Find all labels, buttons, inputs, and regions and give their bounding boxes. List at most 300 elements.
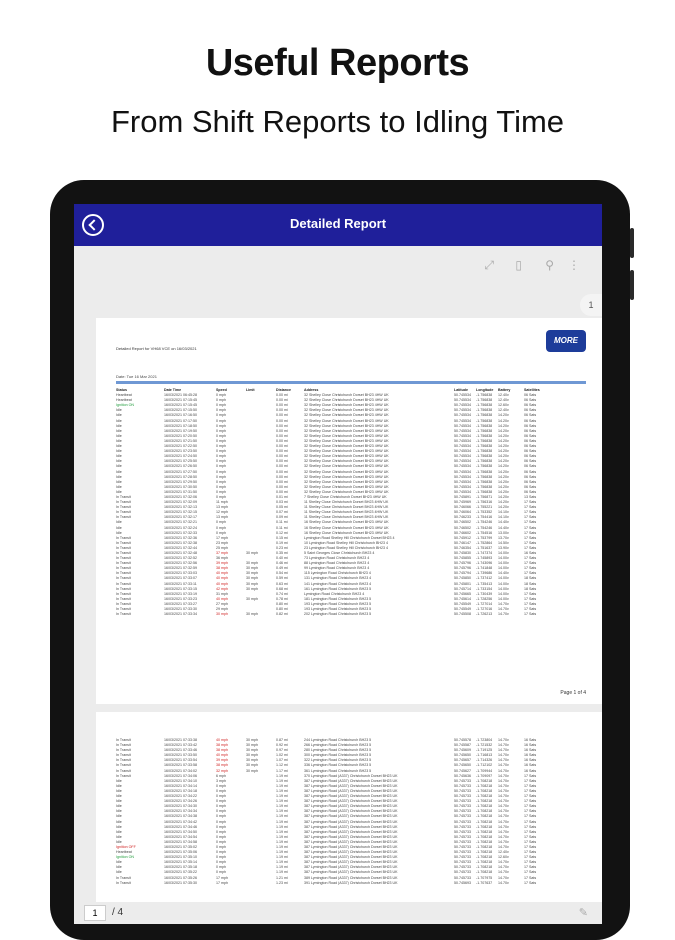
table-cell: 06 Sats <box>524 474 537 479</box>
table-cell: -1.709097 <box>476 773 493 778</box>
table-cell: 14.70v <box>498 783 509 788</box>
table-cell: 06 Sats <box>524 489 537 494</box>
table-cell: Idle <box>116 870 122 875</box>
table-cell: 14.00v <box>498 581 509 586</box>
table-cell: -1.756838 <box>476 489 493 494</box>
table-cell: 12.40v <box>498 408 509 413</box>
table-cell: 50.745733 <box>454 778 471 783</box>
table-cell: 0 mph <box>216 438 226 443</box>
table-cell: 11 mph <box>216 500 228 505</box>
table-cell: 16/03/2021 07:33:58 <box>164 763 197 768</box>
table-cell: 0 mph <box>216 474 226 479</box>
table-cell: 0.00 mi <box>276 479 288 484</box>
table-cell: 266 Lymington Road Christchurch BH23 5 <box>304 743 372 748</box>
search-icon[interactable]: ⚲ <box>545 258 554 272</box>
table-cell: 16/03/2021 07:35:02 <box>164 844 197 849</box>
table-cell: -1.735413 <box>476 581 493 586</box>
table-cell: 06 Sats <box>524 428 537 433</box>
table-cell: 17 Sats <box>524 561 537 566</box>
table-cell: 1.19 mi <box>276 783 288 788</box>
table-cell: 29 mph <box>216 607 228 612</box>
table-cell: 06 Sats <box>524 438 537 443</box>
table-cell: 16/03/2021 07:28:50 <box>164 474 197 479</box>
table-cell: -1.708218 <box>476 865 493 870</box>
table-cell: 50.745534 <box>454 403 471 408</box>
table-cell: 16/03/2021 07:23:50 <box>164 449 197 454</box>
table-cell: 06 Sats <box>524 449 537 454</box>
table-cell: 14.40v <box>498 525 509 530</box>
table-cell: Idle <box>116 839 122 844</box>
table-cell: 0 mph <box>216 824 226 829</box>
table-cell: Idle <box>116 444 122 449</box>
table-cell: 1.21 mi <box>276 875 288 880</box>
table-cell: 16/03/2021 07:29:50 <box>164 479 197 484</box>
table-cell: 0 mph <box>216 865 226 870</box>
table-cell: 0 mph <box>216 809 226 814</box>
table-cell: 14.70v <box>498 860 509 865</box>
table-cell: 14.70v <box>498 612 509 617</box>
table-cell: 16/03/2021 07:35:06 <box>164 850 197 855</box>
table-cell: 17 Sats <box>524 591 537 596</box>
table-cell: Lymington Road Shelley Hill Christchurch Dorset BH23 4 <box>304 535 395 540</box>
table-cell: 50.745733 <box>454 788 471 793</box>
table-row <box>116 881 586 886</box>
total-pages: / 4 <box>112 907 124 918</box>
table-cell: -1.727014 <box>476 601 493 606</box>
pdf-toolbar <box>74 246 602 286</box>
table-cell: 16/03/2021 07:15:45 <box>164 398 197 403</box>
table-cell: Idle <box>116 860 122 865</box>
table-cell: 50.745534 <box>454 469 471 474</box>
table-cell: -1.756838 <box>476 464 493 469</box>
table-cell: 115 Lymington Road Christchurch BH23 4 <box>304 571 371 576</box>
table-cell: In Transit <box>116 576 131 581</box>
table-cell: 16/03/2021 07:33:34 <box>164 612 197 617</box>
table-cell: Idle <box>116 799 122 804</box>
table-cell: 14.70v <box>498 834 509 839</box>
table-cell: 38 mph <box>216 748 228 753</box>
table-cell: 14.70v <box>498 819 509 824</box>
table-cell: -1.708218 <box>476 819 493 824</box>
table-cell: 1.19 mi <box>276 844 288 849</box>
table-cell: 50.745733 <box>454 860 471 865</box>
table-cell: -1.756838 <box>476 459 493 464</box>
table-cell: -1.730439 <box>476 591 493 596</box>
table-cell: Heartbeat <box>116 398 132 403</box>
table-cell: 16/03/2021 07:34:58 <box>164 839 197 844</box>
table-cell: 0.80 mi <box>276 601 288 606</box>
table-cell: 387 Lymington Road (A337) Christchurch Dorset BH23 UK <box>304 799 398 804</box>
table-cell: 16 Shelley Close Christchurch Dorset BH23 4HW UK <box>304 520 389 525</box>
table-cell: 387 Lymington Road (A337) Christchurch Dorset BH23 UK <box>304 824 398 829</box>
table-cell: 13.90v <box>498 545 509 550</box>
table-cell: 30 mph <box>246 738 258 742</box>
table-cell: 0.00 mi <box>276 484 288 489</box>
report-page-1 <box>96 318 602 704</box>
report-page-2 <box>96 712 602 924</box>
edit-icon[interactable]: ✎ <box>578 907 588 919</box>
table-cell: 11 Shelley Close Christchurch Dorset BH23 4HW UK <box>304 505 389 510</box>
table-cell: 06 Sats <box>524 423 537 428</box>
table-cell: 50.745587 <box>454 743 471 748</box>
page-label: Page 1 of 4 <box>560 690 586 696</box>
table-cell: 17 Sats <box>524 824 537 829</box>
table-cell: 0 mph <box>216 423 226 428</box>
table-cell: 32 Shelley Close Christchurch Dorset BH23 4HW UK <box>304 454 389 459</box>
table-cell: 17 Sats <box>524 778 537 783</box>
table-cell: 32 Shelley Close Christchurch Dorset BH23 4HW UK <box>304 438 389 443</box>
table-cell: 0.74 mi <box>276 591 288 596</box>
table-cell: 32 Shelley Close Christchurch Dorset BH23 4HW UK <box>304 489 389 494</box>
table-cell: -1.756838 <box>476 403 493 408</box>
table-cell: 0 mph <box>216 403 226 408</box>
table-cell: -1.756316 <box>476 500 493 505</box>
table-cell: Idle <box>116 423 122 428</box>
table-cell: 30 mph <box>246 551 258 555</box>
table-cell: 14.20v <box>498 433 509 438</box>
table-cell: 30 mph <box>246 743 258 748</box>
table-cell: 14.70v <box>498 753 509 758</box>
table-cell: 0.00 mi <box>276 408 288 413</box>
table-cell: 1.07 mi <box>276 758 288 763</box>
table-cell: 14.20v <box>498 438 509 443</box>
table-cell: 50.745636 <box>454 773 471 778</box>
table-cell: Heartbeat <box>116 850 132 855</box>
table-cell: In Transit <box>116 535 131 540</box>
table-cell: 0 mph <box>216 855 226 860</box>
table-cell: 06 Sats <box>524 398 537 403</box>
app-title: Detailed Report <box>289 216 387 231</box>
table-cell: 40 mph <box>216 596 228 601</box>
table-cell: 141 Lymington Road Christchurch BH23 4 <box>304 581 372 586</box>
table-cell: 16/03/2021 07:33:23 <box>164 596 197 601</box>
table-cell: -1.756838 <box>476 469 493 474</box>
table-cell: In Transit <box>116 515 131 520</box>
table-cell: -1.708218 <box>476 778 493 783</box>
table-cell: Idle <box>116 804 122 809</box>
table-cell: 0 mph <box>216 870 226 875</box>
table-cell: 16/03/2021 07:35:22 <box>164 870 197 875</box>
table-cell: 0.46 mi <box>276 561 288 566</box>
table-cell: 14.00v <box>498 566 509 571</box>
table-cell: 16/03/2021 07:32:59 <box>164 566 197 571</box>
table-cell: 50.745534 <box>454 454 471 459</box>
table-cell: -1.708218 <box>476 804 493 809</box>
table-cell: 0.00 mi <box>276 454 288 459</box>
table-cell: 14.20v <box>498 413 509 418</box>
table-cell: 16 Sats <box>524 758 537 763</box>
bookmark-icon[interactable]: ▯ <box>515 258 522 272</box>
table-cell: 16/03/2021 07:34:34 <box>164 809 197 814</box>
table-cell: 1.19 mi <box>276 860 288 865</box>
table-cell: 16 Sats <box>524 753 537 758</box>
table-cell: 30 mph <box>246 561 258 566</box>
table-cell: 32 Shelley Close Christchurch Dorset BH23 4HW UK <box>304 403 389 408</box>
table-cell: 38 mph <box>216 763 228 768</box>
table-cell: 387 Lymington Road (A337) Christchurch Dorset BH23 UK <box>304 844 398 849</box>
table-cell: 13 mph <box>216 515 228 520</box>
table-cell: 06 Sats <box>524 484 537 489</box>
table-cell: 16/03/2021 07:32:06 <box>164 494 197 499</box>
table-cell: -1.707975 <box>476 875 493 880</box>
table-cell: -1.716813 <box>476 753 493 758</box>
table-cell: 16 Sats <box>524 743 537 748</box>
table-cell: Idle <box>116 474 122 479</box>
current-page-input[interactable]: 1 <box>84 905 106 921</box>
table-cell: 16/03/2021 07:33:19 <box>164 591 197 596</box>
table-cell: 16/03/2021 07:30:50 <box>164 484 197 489</box>
table-cell: -1.755221 <box>476 505 493 510</box>
table-cell: 17 Sats <box>524 880 537 885</box>
table-cell: 14.20v <box>498 484 509 489</box>
table-cell: 0 mph <box>216 804 226 809</box>
table-cell: Idle <box>116 459 122 464</box>
table-cell: 16/03/2021 07:34:18 <box>164 788 197 793</box>
table-cell: 387 Lymington Road (A337) Christchurch Dorset BH23 UK <box>304 809 398 814</box>
table-cell: 361 Lymington Road Christchurch BH23 5 <box>304 768 372 773</box>
table-cell: 0 mph <box>216 459 226 464</box>
table-cell: 17 Sats <box>524 855 537 860</box>
table-cell: Idle <box>116 408 122 413</box>
table-cell: 14.20v <box>498 449 509 454</box>
table-cell: 1.23 mi <box>276 880 288 885</box>
more-logo: MORE <box>546 330 586 352</box>
table-cell: 16/03/2021 07:35:30 <box>164 880 197 885</box>
table-cell: 16/03/2021 07:35:10 <box>164 855 197 860</box>
table-cell: 0 mph <box>216 464 226 469</box>
table-cell: 16/03/2021 07:32:33 <box>164 530 197 535</box>
table-cell: 40 mph <box>216 753 228 758</box>
table-cell: 16/03/2021 07:32:13 <box>164 505 197 510</box>
table-cell: 16/03/2021 07:24:50 <box>164 454 197 459</box>
table-cell: 14.20v <box>498 464 509 469</box>
table-cell: 50.745830 <box>454 551 471 555</box>
table-cell: 391 Lymington Road (A337) Christchurch Dorset BH23 UK <box>304 880 398 885</box>
table-cell: 0.78 mi <box>276 596 288 601</box>
table-cell: 50.745627 <box>454 768 471 773</box>
table-cell: 13.00v <box>498 530 509 535</box>
table-cell: 50.745534 <box>454 474 471 479</box>
table-cell: 1.19 mi <box>276 819 288 824</box>
table-cell: 280 Lymington Road Christchurch BH23 5 <box>304 748 372 753</box>
table-cell: -1.756838 <box>476 393 493 398</box>
table-cell: 0.00 mi <box>276 393 288 398</box>
table-cell: 387 Lymington Road (A337) Christchurch Dorset BH23 UK <box>304 783 398 788</box>
table-cell: 0 mph <box>216 520 226 525</box>
table-cell: 16/03/2021 07:32:15 <box>164 510 197 515</box>
table-cell: 06 Sats <box>524 469 537 474</box>
table-cell: 50.745733 <box>454 850 471 855</box>
table-cell: -1.743096 <box>476 561 493 566</box>
table-cell: 16/03/2021 07:34:02 <box>164 768 197 773</box>
table-cell: 14.70v <box>498 788 509 793</box>
table-cell: -1.754246 <box>476 520 493 525</box>
table-cell: 0 mph <box>216 850 226 855</box>
table-cell: In Transit <box>116 581 131 586</box>
table-cell: 16/03/2021 07:18:50 <box>164 423 197 428</box>
table-cell: 1.19 mi <box>276 788 288 793</box>
table-cell: 99 Lymington Road Christchurch BH23 4 <box>304 566 370 571</box>
table-cell: 16/03/2021 07:33:07 <box>164 576 197 581</box>
table-cell: 50.745733 <box>454 855 471 860</box>
table-cell: 0 mph <box>216 398 226 403</box>
table-cell: 40 mph <box>216 576 228 581</box>
table-cell: 50.745733 <box>454 783 471 788</box>
table-cell: 14.70v <box>498 829 509 834</box>
table-cell: Heartbeat <box>116 393 132 398</box>
more-options-icon[interactable]: ⋮ <box>568 258 580 272</box>
table-cell: -1.708218 <box>476 839 493 844</box>
table-cell: 32 Shelley Close Christchurch Dorset BH23 4HW UK <box>304 449 389 454</box>
table-cell: 50.745733 <box>454 804 471 809</box>
table-cell: 1.19 mi <box>276 809 288 814</box>
table-cell: 193 Lymington Road Christchurch BH23 5 <box>304 607 372 612</box>
table-cell: Idle <box>116 834 122 839</box>
table-cell: 06 Sats <box>524 403 537 408</box>
table-cell: 50.745534 <box>454 433 471 438</box>
column-header: Limit <box>246 388 255 392</box>
table-cell: Idle <box>116 469 122 474</box>
table-cell: In Transit <box>116 612 131 617</box>
table-cell: 0.40 mi <box>276 556 288 561</box>
table-cell: 25 mph <box>216 545 228 550</box>
table-cell: 14.70v <box>498 758 509 763</box>
table-cell: 0.00 mi <box>276 438 288 443</box>
table-cell: -1.756838 <box>476 418 493 423</box>
table-cell: -1.719125 <box>476 748 493 753</box>
table-cell: Idle <box>116 814 122 819</box>
table-cell: 50.745850 <box>454 576 471 581</box>
column-header: Battery <box>498 388 511 392</box>
table-cell: -1.708218 <box>476 844 493 849</box>
table-cell: 50.745693 <box>454 880 471 885</box>
table-cell: 0 mph <box>216 525 226 530</box>
table-cell: 50.745578 <box>454 738 471 742</box>
table-cell: Lymington Road Christchurch BH23 4 <box>304 591 365 596</box>
table-cell: 50.745534 <box>454 393 471 398</box>
table-cell: 50.746502 <box>454 525 471 530</box>
table-cell: 0.59 mi <box>276 576 288 581</box>
table-cell: 0 mph <box>216 814 226 819</box>
table-cell: 1.19 mi <box>276 799 288 804</box>
table-cell: Idle <box>116 819 122 824</box>
table-cell: 06 Sats <box>524 464 537 469</box>
table-cell: 14.70v <box>498 763 509 768</box>
table-cell: In Transit <box>116 743 131 748</box>
tablet-screen <box>74 204 602 924</box>
column-header: Longitude <box>476 388 494 392</box>
table-cell: 0 mph <box>216 484 226 489</box>
table-cell: 17 Sats <box>524 500 537 505</box>
table-cell: 50.745549 <box>454 601 471 606</box>
table-cell: 13.70v <box>498 535 509 540</box>
table-cell: 0 mph <box>216 433 226 438</box>
table-cell: 16/03/2021 07:34:10 <box>164 778 197 783</box>
table-cell: 17 Sats <box>524 571 537 576</box>
table-cell: 0 mph <box>216 783 226 788</box>
table-cell: 14.70v <box>498 824 509 829</box>
table-cell: 0.00 mi <box>276 469 288 474</box>
table-cell: Idle <box>116 865 122 870</box>
table-cell: -1.754516 <box>476 530 493 535</box>
table-cell: 39 mph <box>216 561 228 566</box>
table-cell: Idle <box>116 449 122 454</box>
table-cell: 0.01 mi <box>276 494 288 499</box>
table-cell: 336 Lymington Road Christchurch BH23 5 <box>304 763 372 768</box>
table-cell: 16/03/2021 07:35:18 <box>164 865 197 870</box>
table-cell: 32 Shelley Close Christchurch Dorset BH23 4HW UK <box>304 423 389 428</box>
table-cell: 38 mph <box>216 566 228 571</box>
table-cell: 0 mph <box>216 799 226 804</box>
table-cell: -1.756838 <box>476 423 493 428</box>
table-cell: -1.745893 <box>476 556 493 561</box>
table-cell: -1.756838 <box>476 398 493 403</box>
table-cell: 14.20v <box>498 505 509 510</box>
table-cell: 16/03/2021 07:15:50 <box>164 408 197 413</box>
table-cell: 0 mph <box>216 489 226 494</box>
table-cell: 300 Lymington Road Christchurch BH23 5 <box>304 753 372 758</box>
fit-page-icon[interactable]: ⤢ <box>484 258 494 272</box>
table-cell: 30 mph <box>246 763 258 768</box>
table-cell: -1.708218 <box>476 783 493 788</box>
table-cell: 1.02 mi <box>276 753 288 758</box>
table-cell: Idle <box>116 829 122 834</box>
table-cell: 16/03/2021 07:33:30 <box>164 607 197 612</box>
table-cell: 16/03/2021 07:34:54 <box>164 834 197 839</box>
table-cell: 50.745534 <box>454 438 471 443</box>
table-cell: 50.745733 <box>454 824 471 829</box>
table-cell: 11 Shelley Close Christchurch Dorset BH23 4HW UK <box>304 510 389 515</box>
table-cell: 16/03/2021 07:32:36 <box>164 535 197 540</box>
table-cell: 14.00v <box>498 586 509 591</box>
table-cell: 17 Sats <box>524 783 537 788</box>
table-cell: 0 mph <box>216 444 226 449</box>
table-cell: 0 mph <box>216 794 226 799</box>
table-cell: 17 Sats <box>524 834 537 839</box>
table-cell: 16/03/2021 07:33:50 <box>164 753 197 758</box>
table-cell: 50.745733 <box>454 844 471 849</box>
table-cell: 202 Lymington Road Christchurch BH23 5 <box>304 612 372 617</box>
table-cell: 322 Lymington Road Christchurch BH23 5 <box>304 758 372 763</box>
table-cell: -1.708218 <box>476 824 493 829</box>
table-cell: 0 mph <box>216 829 226 834</box>
table-cell: 0.80 mi <box>276 607 288 612</box>
table-cell: 06 Sats <box>524 454 537 459</box>
table-cell: Idle <box>116 809 122 814</box>
table-cell: 30 mph <box>246 576 258 581</box>
table-cell: Ignition ON <box>116 855 134 860</box>
table-cell: 16/03/2021 07:33:54 <box>164 758 197 763</box>
table-cell: 14.70v <box>498 748 509 753</box>
table-cell: 30 mph <box>246 753 258 758</box>
table-cell: 06 Sats <box>524 479 537 484</box>
table-cell: In Transit <box>116 753 131 758</box>
table-cell: 50.745733 <box>454 794 471 799</box>
table-cell: Idle <box>116 418 122 423</box>
table-cell: 387 Lymington Road (A337) Christchurch Dorset BH23 UK <box>304 850 398 855</box>
table-cell: 17 Sats <box>524 850 537 855</box>
table-cell: 17 Sats <box>524 814 537 819</box>
report-date: Date: Tue 16 Mar 2021 <box>116 374 157 379</box>
table-cell: 50.745534 <box>454 428 471 433</box>
table-cell: 12.60v <box>498 403 509 408</box>
table-cell: 23 Lymington Road Shelley Hill Christchurch BH23 4 <box>304 545 388 550</box>
table-cell: 0.07 mi <box>276 510 288 515</box>
table-cell: 17 Sats <box>524 829 537 834</box>
table-cell: 16/03/2021 07:35:26 <box>164 875 197 880</box>
table-cell: 16/03/2021 07:35:14 <box>164 860 197 865</box>
table-cell: 0 mph <box>216 788 226 793</box>
